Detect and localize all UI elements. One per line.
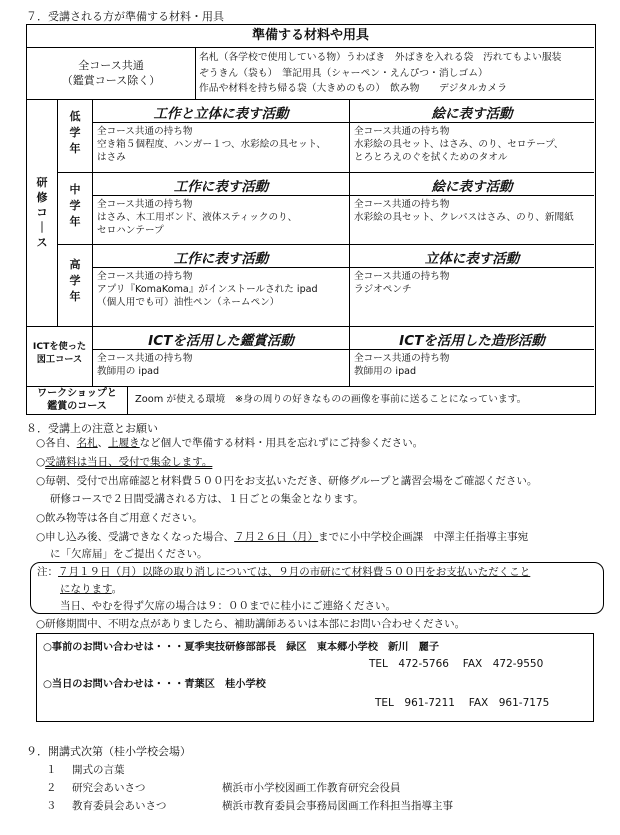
common-item-line: 作品や材料を持ち帰る袋（大きめのもの） 飲み物 デジタルカメラ [199,83,508,94]
contact-before: ○事前のお問い合わせは・・・夏季実技研修部部長 緑区 東本郷小学校 新川 麗子 [43,642,440,653]
item-line: 水彩絵の具セット、はさみ、のり、セロテープ、 [354,139,564,150]
item-line: ラジオペンチ [354,284,412,295]
table-header: 準備する材料や用具 [251,28,369,43]
note-1 [36,436,423,450]
mid-right-heading: 絵に表す活動 [431,179,513,195]
common-item-line: 名札（各学校で使用している物）うわばき 外ばきを入れる袋 汚れてもよい服装 [199,52,562,63]
item-line: （個人用でも可）油性ペン（ネームペン） [97,297,280,308]
program-name: 開式の言葉 [72,764,125,776]
warn-line-c: 当日、やむを得ず欠席の場合は９：００までに桂小にご連絡ください。 [60,600,396,612]
program-name: 教育委員会あいさつ [72,800,167,812]
low-right-heading: 絵に表す活動 [431,106,513,122]
workshop-text: Zoom が使える環境 ※身の周りの好きなものの画像を事前に送ることになっています。 [135,394,527,405]
note-5a [36,530,528,544]
program-speaker: 横浜市小学校図画工作教育研究会役員 [222,782,401,794]
note-3b: 研修コースで２日間受講される方は、１日ごとの集金となります。 [50,493,364,505]
note-underlined: ７月１９日（月）以降の取り消しについては、９月の市研にて材料費５００円をお支払いただくこと [58,566,531,578]
item-line: とろとろえのぐを拭くためのタオル [354,152,508,163]
mid-right-items [354,198,574,224]
mid-left-items [97,198,297,237]
note-3a: ○毎朝、受付で出席確認と材料費５００円をお支払いただき、研修グループと講習会場をご確認ください。 [36,475,538,487]
grade-mid-label: 中 学 年 [69,183,81,228]
item-line: アプリ『KomaKoma』がインストールされた ipad [97,284,318,295]
note-underlined: 名札 [76,437,98,449]
note-6: ○研修期間中、不明な点がありましたら、補助講師あるいは本部にお問い合わせください。 [36,618,466,630]
grade-low-label: 低 学 年 [69,110,81,155]
training-course-label: 研 修 コ ｜ ス [36,176,48,249]
note-text: ○申し込み後、受講できなくなった場合、 [36,531,235,543]
note-underlined: 上履き [108,437,140,449]
note-text: 。 [111,583,123,595]
program-num: １ [46,764,57,776]
common-label [27,58,195,88]
common-item-line: ぞうきん（袋も） 筆記用具（シャーペン・えんぴつ・消しゴム） [199,67,488,79]
workshop-label-line1: ワークショップと [37,388,117,399]
high-left-heading: 工作に表す活動 [173,251,269,267]
note-2 [36,455,212,469]
common-label-line1: 全コース共通 [78,59,144,72]
note-4: ○飲み物等は各自ご用意ください。 [36,512,203,524]
low-right-items [354,125,564,164]
program-num: ２ [46,782,57,794]
program-num: ３ [46,800,57,812]
grade-high-label: 高 学 年 [69,258,81,303]
note-text: 、 [97,437,109,449]
contact-day: ○当日のお問い合わせは・・・青葉区 桂小学校 [43,679,266,690]
note-text: までに小中学校企画課 中澤主任指導主事宛 [318,531,529,543]
mid-left-heading: 工作に表す活動 [173,179,269,195]
workshop-label [27,387,127,413]
item-line: セロハンテープ [97,225,164,236]
section-9-title: ９．開講式次第（桂小学校会場） [26,745,191,758]
low-left-heading: 工作と立体に表す活動 [153,106,289,122]
item-line: 全コース共通の持ち物 [354,199,450,210]
low-left-items [97,125,326,164]
note-text: ○ [36,456,46,468]
note-text: など個人で準備する材料・用具を忘れずにご持参ください。 [139,437,424,449]
common-items [199,50,561,97]
program-name: 研究会あいさつ [72,782,146,794]
program-speaker: 横浜市教育委員会事務局図画工作科担当指導主事 [222,800,453,812]
item-line: 全コース共通の持ち物 [354,126,450,137]
contact-before-tel: TEL 472-5766 FAX 472-9550 [369,658,544,670]
item-line: 教師用の ipad [97,366,160,377]
warn-line-a [37,565,530,579]
note-text: 注： [37,566,58,578]
ict-right-heading: ICTを活用した造形活動 [399,333,545,349]
item-line: はさみ、木工用ボンド、液体スティックのり、 [97,212,298,223]
section-8-title: ８．受講上の注意とお願い [26,422,158,435]
ict-left-heading: ICTを活用した鑑賞活動 [148,333,294,349]
high-left-items [97,270,318,309]
item-line: 全コース共通の持ち物 [354,271,450,282]
note-underlined: になります [60,583,112,595]
ict-left-items [97,352,192,378]
item-line: 全コース共通の持ち物 [354,353,450,364]
high-right-items [354,270,449,296]
note-underlined: 受講料は当日、受付で集金します。 [45,456,213,468]
item-line: 全コース共通の持ち物 [97,353,193,364]
item-line: 全コース共通の持ち物 [97,126,193,137]
materials-table [26,24,596,415]
note-text: ○各自、 [36,437,77,449]
ict-right-items [354,352,449,378]
contact-day-tel: TEL 961-7211 FAX 961-7175 [375,697,550,709]
high-right-heading: 立体に表す活動 [424,251,520,267]
common-label-line2: （鑑賞コース除く） [61,74,161,87]
ict-label-line1: ICTを使った [32,341,87,352]
cancellation-warning-box [30,562,604,614]
ict-label [27,340,92,366]
note-5b: に「欠席届」をご提出ください。 [50,548,208,560]
ict-label-line2: 図工コース [36,354,83,365]
item-line: 全コース共通の持ち物 [97,199,193,210]
item-line: はさみ [97,152,126,163]
workshop-label-line2: 鑑賞のコース [47,401,107,412]
warn-line-b [60,582,122,596]
item-line: 空き箱５個程度、ハンガー１つ、水彩絵の具セット、 [97,139,327,150]
note-underlined: ７月２６日（月） [234,531,319,543]
contact-box [36,633,594,722]
item-line: 教師用の ipad [354,366,417,377]
item-line: 水彩絵の具セット、クレパスはさみ、のり、新聞紙 [354,212,574,223]
item-line: 全コース共通の持ち物 [97,271,193,282]
section-7-title: ７．受講される方が準備する材料・用具 [26,10,224,23]
